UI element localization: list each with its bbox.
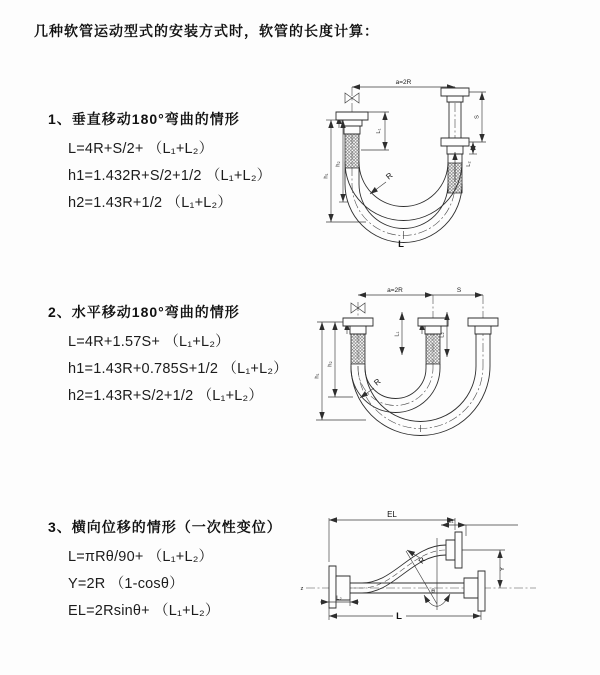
dim-label-y: Y	[500, 567, 506, 571]
dim-label-l2: L₂	[439, 332, 446, 338]
dimension-l1	[395, 312, 403, 355]
dimension-l2	[320, 596, 359, 607]
length-label: L	[398, 239, 404, 250]
dimension-a2r	[352, 79, 455, 87]
theta-label: θ	[431, 588, 435, 595]
lower-right-flange	[464, 571, 485, 611]
section-1-heading: 1、垂直移动180°弯曲的情形	[48, 111, 240, 127]
z-mark: z	[300, 586, 304, 592]
diagram-horizontal-180-bend	[298, 276, 598, 471]
length-label: L	[396, 611, 402, 622]
page-title: 几种软管运动型式的安装方式时，软管的长度计算：	[34, 23, 379, 39]
radius-callout	[370, 171, 395, 194]
dim-label-l2: L₂	[466, 161, 472, 167]
hose-curves	[351, 366, 490, 436]
formula-2-h1: h1=1.43R+0.785S+1/2 （L₁+L₂）	[68, 361, 288, 377]
centerlines	[358, 295, 483, 368]
formula-2-l: L=4R+1.57S+ （L₁+L₂）	[68, 334, 230, 350]
formula-1-h1: h1=1.432R+S/2+1/2 （L₁+L₂）	[68, 168, 272, 184]
formula-1-h2: h2=1.43R+1/2 （L₁+L₂）	[68, 195, 233, 211]
upper-right-flange	[446, 532, 462, 568]
hose-curves	[345, 162, 462, 243]
right-fitting	[468, 318, 498, 366]
diagram-lateral-displacement	[294, 494, 598, 662]
centerlines	[352, 87, 455, 184]
dim-label-h2: h₂	[327, 361, 334, 367]
dimension-h2	[328, 322, 354, 397]
dim-label-l1: L₁	[448, 518, 454, 525]
dimension-el	[329, 510, 455, 562]
section-2-heading: 2、水平移动180°弯曲的情形	[48, 304, 240, 320]
formula-1-l: L=4R+S/2+ （L₁+L₂）	[68, 141, 214, 157]
dimension-l1	[441, 519, 518, 537]
curved-hose	[350, 545, 446, 593]
dim-label-l2: L₂	[336, 595, 342, 602]
dim-label-h2: h₂	[335, 161, 342, 167]
dim-label-l1: L₁	[394, 331, 401, 337]
dim-label-el: EL	[387, 510, 397, 519]
diagram-vertical-180-bend	[306, 64, 591, 264]
formula-3-l: L=πRθ/90+ （L₁+L₂）	[68, 549, 214, 565]
dim-label-s: S	[474, 115, 481, 119]
dim-label-l1: L₁	[376, 128, 382, 134]
dim-label-h1: h₁	[314, 373, 321, 379]
section-3-heading: 3、横向位移的情形（一次性变位）	[48, 519, 282, 535]
formula-2-h2: h2=1.43R+S/2+1/2 （L₁+L₂）	[68, 388, 264, 404]
radius-label: R	[416, 555, 428, 566]
dimension-a2r	[358, 287, 433, 295]
dimension-s	[469, 92, 486, 142]
dim-label-a2r: a=2R	[395, 79, 412, 86]
dim-label-a2r: a=2R	[387, 287, 403, 294]
dimension-s	[433, 287, 483, 295]
left-fitting	[343, 318, 373, 368]
radius-label: R	[384, 170, 395, 182]
middle-fitting	[418, 318, 448, 368]
radius-label: R	[372, 376, 383, 388]
dim-label-h1: h₁	[323, 173, 330, 179]
dim-label-s: S	[456, 287, 462, 294]
formula-3-y: Y=2R （1-cosθ）	[68, 576, 184, 592]
dimension-l	[329, 607, 481, 622]
formula-3-el: EL=2Rsinθ+ （L₁+L₂）	[68, 603, 220, 619]
